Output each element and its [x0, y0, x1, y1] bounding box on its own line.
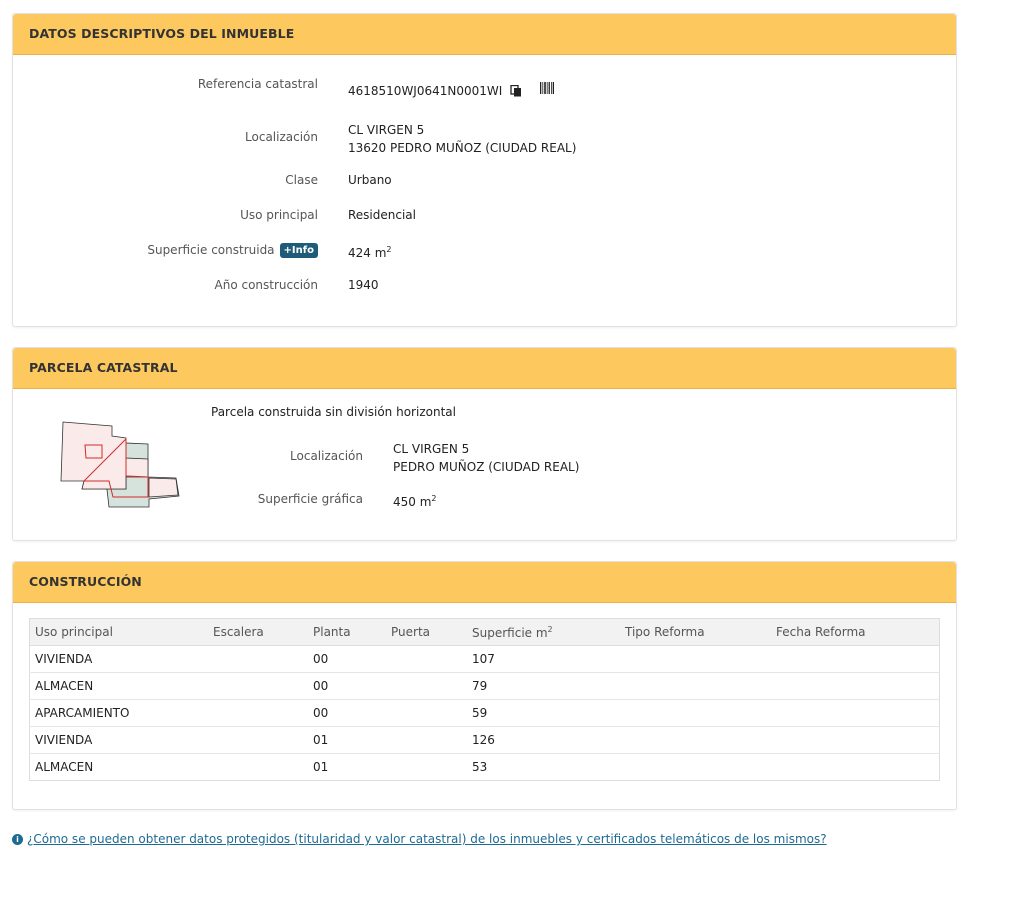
info-badge-button[interactable]: +Info: [280, 243, 318, 258]
localizacion-line1: CL VIRGEN 5: [348, 123, 425, 137]
cell-uso: ALMACEN: [30, 673, 209, 700]
cell-uso: APARCAMIENTO: [30, 700, 209, 727]
superficie-sup: 2: [386, 245, 392, 254]
cell-fecha-reforma: [771, 700, 940, 727]
construccion-table: [29, 618, 940, 781]
table-header-row: [30, 619, 940, 646]
cell-puerta: [386, 646, 467, 673]
col-puerta: Puerta: [386, 619, 467, 646]
cell-fecha-reforma: [771, 754, 940, 781]
col-tipo-reforma: Tipo Reforma: [620, 619, 771, 646]
value-parcela-localizacion: [393, 440, 579, 476]
value-uso: Residencial: [348, 208, 416, 222]
label-clase: Clase: [285, 173, 318, 187]
parcela-descripcion: Parcela construida sin división horizontal: [211, 405, 456, 419]
cell-puerta: [386, 700, 467, 727]
value-superficie: [348, 241, 392, 262]
col-uso: Uso principal: [30, 619, 209, 646]
col-fecha-reforma: Fecha Reforma: [771, 619, 940, 646]
col-escalera: Escalera: [208, 619, 308, 646]
col-superficie-label: Superficie m: [472, 625, 548, 640]
value-anio: 1940: [348, 278, 379, 292]
cell-planta: 01: [308, 727, 386, 754]
cell-escalera: [208, 673, 308, 700]
col-superficie: [467, 619, 620, 646]
parcela-localizacion-line1: CL VIRGEN 5: [393, 442, 470, 456]
cell-tipo-reforma: [620, 646, 771, 673]
cell-tipo-reforma: [620, 700, 771, 727]
value-clase: Urbano: [348, 173, 392, 187]
label-anio: Año construcción: [214, 278, 318, 292]
cell-escalera: [208, 727, 308, 754]
value-parcela-superficie: [393, 490, 437, 511]
cell-fecha-reforma: [771, 673, 940, 700]
cell-superficie: 53: [467, 754, 620, 781]
cell-fecha-reforma: [771, 727, 940, 754]
info-icon: i: [12, 834, 23, 845]
panel-construccion: [12, 561, 957, 810]
col-planta: Planta: [308, 619, 386, 646]
cell-puerta: [386, 727, 467, 754]
panel-header-parcela: PARCELA CATASTRAL: [13, 348, 956, 389]
cell-puerta: [386, 754, 467, 781]
label-referencia: Referencia catastral: [197, 77, 318, 91]
panel-header-construccion: CONSTRUCCIÓN: [13, 562, 956, 603]
parcela-superficie-number: 450 m: [393, 495, 432, 509]
cell-fecha-reforma: [771, 646, 940, 673]
label-superficie: Superficie construida: [147, 243, 275, 257]
cell-planta: 00: [308, 673, 386, 700]
parcela-superficie-sup: 2: [431, 494, 437, 503]
cell-planta: 00: [308, 700, 386, 727]
cell-planta: 01: [308, 754, 386, 781]
superficie-number: 424 m: [348, 246, 387, 260]
table-row: [30, 673, 940, 700]
cell-tipo-reforma: [620, 727, 771, 754]
value-localizacion: [348, 121, 576, 157]
cell-puerta: [386, 673, 467, 700]
label-parcela-superficie: Superficie gráfica: [257, 492, 363, 506]
cell-escalera: [208, 646, 308, 673]
label-uso: Uso principal: [240, 208, 318, 222]
panel-datos-inmueble: [12, 13, 957, 327]
label-localizacion: Localización: [245, 130, 318, 144]
panel-parcela: [12, 347, 957, 541]
label-parcela-localizacion: Localización: [290, 449, 363, 463]
cell-escalera: [208, 754, 308, 781]
protected-data-link[interactable]: [12, 832, 827, 846]
col-superficie-sup: 2: [547, 624, 553, 634]
localizacion-line2: 13620 PEDRO MUÑOZ (CIUDAD REAL): [348, 141, 577, 155]
cell-tipo-reforma: [620, 754, 771, 781]
parcel-map-thumbnail[interactable]: [57, 418, 183, 508]
cell-superficie: 107: [467, 646, 620, 673]
cell-superficie: 59: [467, 700, 620, 727]
cell-planta: 00: [308, 646, 386, 673]
cell-escalera: [208, 700, 308, 727]
label-superficie-wrap: [147, 243, 318, 258]
table-row: [30, 646, 940, 673]
panel-header-inmueble: DATOS DESCRIPTIVOS DEL INMUEBLE: [13, 14, 956, 55]
table-row: [30, 700, 940, 727]
parcela-localizacion-line2: PEDRO MUÑOZ (CIUDAD REAL): [393, 460, 580, 474]
copy-icon[interactable]: [510, 85, 522, 97]
referencia-text: 4618510WJ0641N0001WI: [348, 84, 503, 98]
cell-uso: VIVIENDA: [30, 727, 209, 754]
table-row: [30, 727, 940, 754]
cell-tipo-reforma: [620, 673, 771, 700]
value-referencia: [348, 82, 554, 100]
table-row: [30, 754, 940, 781]
protected-data-link-text: ¿Cómo se pueden obtener datos protegidos (titularidad y valor catastral) de los inmuebles y certificados telemáticos de los mismos?: [27, 832, 827, 846]
barcode-icon[interactable]: [540, 82, 554, 94]
cell-uso: VIVIENDA: [30, 646, 209, 673]
cell-superficie: 126: [467, 727, 620, 754]
cell-superficie: 79: [467, 673, 620, 700]
cell-uso: ALMACEN: [30, 754, 209, 781]
